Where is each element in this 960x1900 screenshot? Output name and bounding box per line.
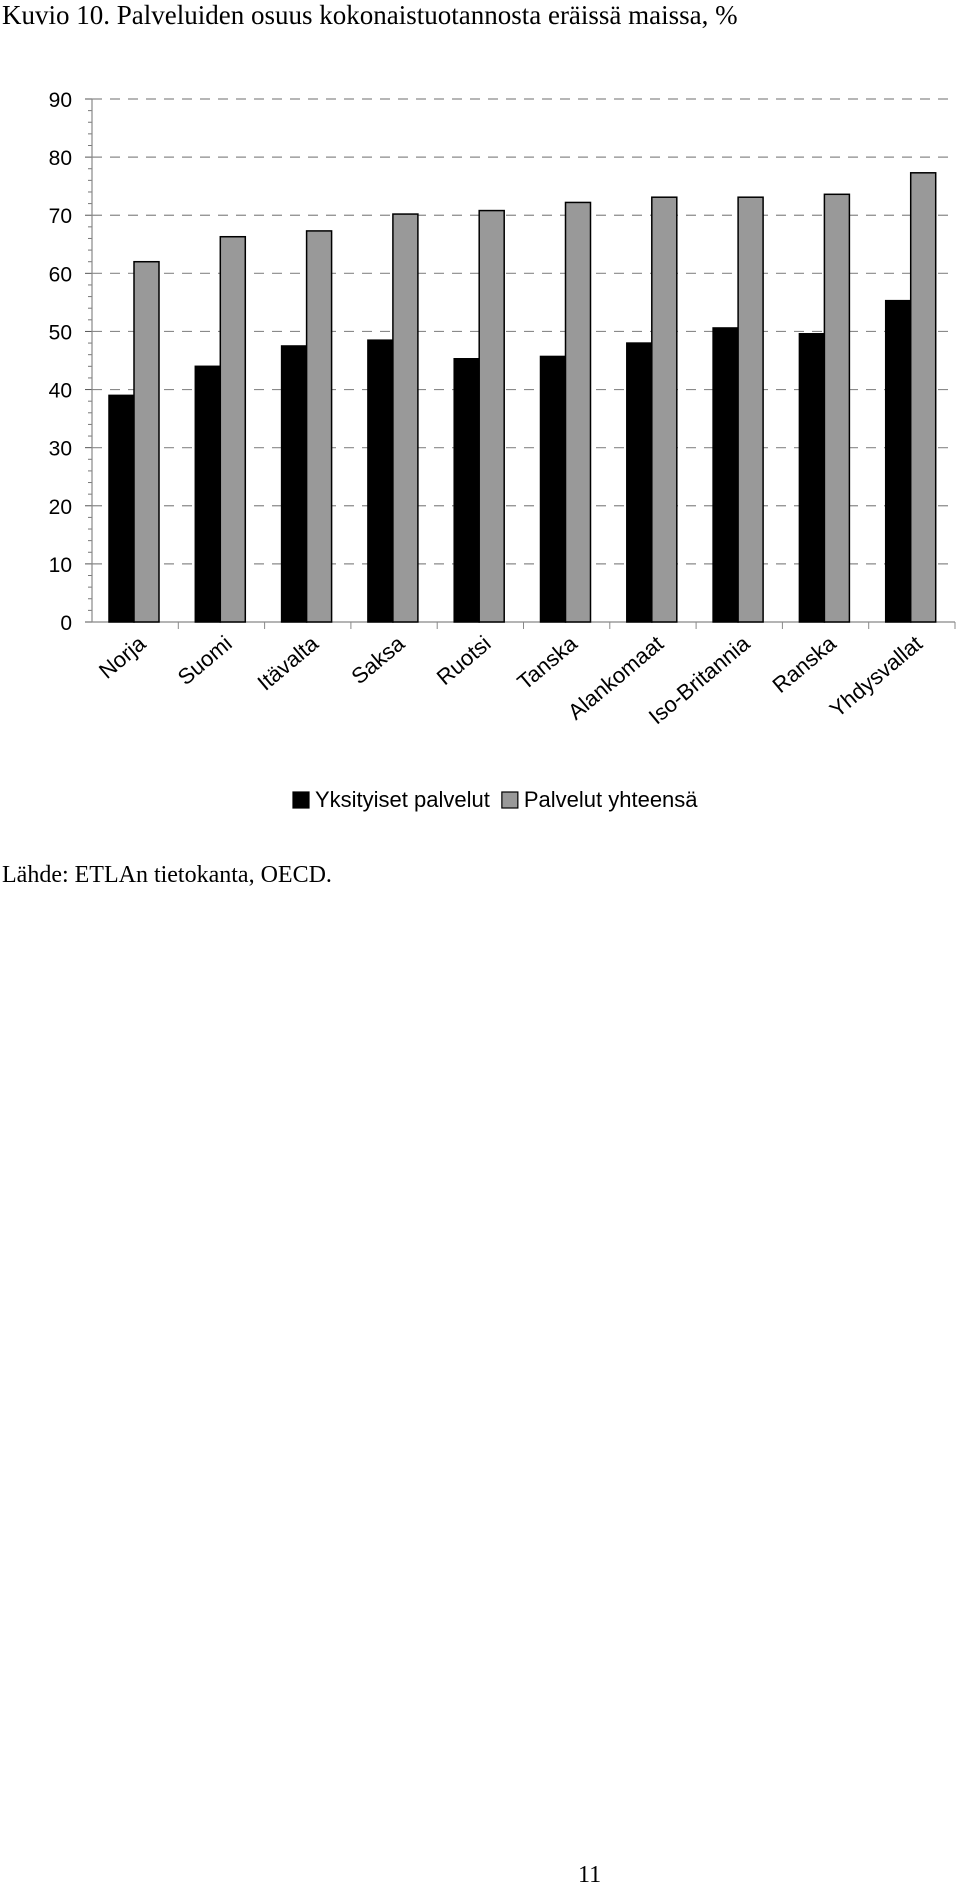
y-tick-label: 30 — [48, 437, 72, 461]
bar-private-itävalta — [282, 346, 307, 622]
y-tick-label: 70 — [48, 205, 72, 229]
bar-private-alankomaat — [627, 343, 652, 622]
bar-total-itävalta — [307, 231, 332, 622]
bar-total-saksa — [393, 214, 418, 622]
x-category-label: Alankomaat — [563, 630, 669, 725]
legend-swatch-total — [502, 792, 518, 808]
y-tick-label: 60 — [48, 263, 72, 287]
bar-private-iso-britannia — [713, 328, 738, 622]
bar-total-tanska — [566, 202, 591, 622]
bar-private-norja — [109, 395, 134, 622]
x-category-label: Norja — [94, 630, 151, 684]
x-category-label: Itävalta — [252, 630, 323, 696]
y-tick-label: 10 — [48, 553, 72, 577]
legend-swatch-private — [293, 792, 309, 808]
y-tick-label: 80 — [48, 147, 72, 171]
legend-label-private: Yksityiset palvelut — [315, 787, 490, 812]
bars — [109, 173, 936, 622]
x-category-label: Ruotsi — [431, 630, 496, 690]
source-note: Lähde: ETLAn tietokanta, OECD. — [2, 862, 332, 888]
x-category-label: Suomi — [172, 630, 237, 690]
x-category-label: Saksa — [346, 630, 410, 690]
bar-total-iso-britannia — [738, 197, 763, 622]
x-category-label: Yhdysvallat — [824, 630, 928, 723]
y-tick-label: 20 — [48, 495, 72, 519]
bar-private-saksa — [368, 340, 393, 622]
x-category-label: Tanska — [512, 630, 582, 695]
y-tick-label: 90 — [48, 89, 72, 112]
bar-chart — [0, 0, 960, 850]
bar-private-ruotsi — [454, 359, 479, 622]
bar-total-norja — [134, 262, 159, 622]
chart-title: Kuvio 10. Palveluiden osuus kokonaistuotannosta eräissä maissa, % — [2, 0, 738, 30]
legend-label-total: Palvelut yhteensä — [523, 787, 698, 812]
bar-total-suomi — [220, 237, 245, 622]
y-tick-label: 50 — [48, 321, 72, 345]
bar-private-yhdysvallat — [886, 301, 911, 622]
bar-total-yhdysvallat — [911, 173, 936, 622]
y-tick-label: 0 — [60, 612, 72, 635]
bar-total-ruotsi — [479, 211, 504, 622]
bar-private-ranska — [799, 334, 824, 622]
y-tick-label: 40 — [48, 379, 72, 403]
x-category-label: Ranska — [767, 630, 841, 698]
bar-total-alankomaat — [652, 197, 677, 622]
category-labels — [94, 630, 927, 729]
x-category-label: Iso-Britannia — [643, 630, 755, 730]
bar-private-tanska — [541, 356, 566, 622]
bar-total-ranska — [824, 194, 849, 622]
bar-private-suomi — [195, 366, 220, 622]
legend — [293, 787, 698, 812]
page-number: 11 — [578, 1862, 602, 1888]
